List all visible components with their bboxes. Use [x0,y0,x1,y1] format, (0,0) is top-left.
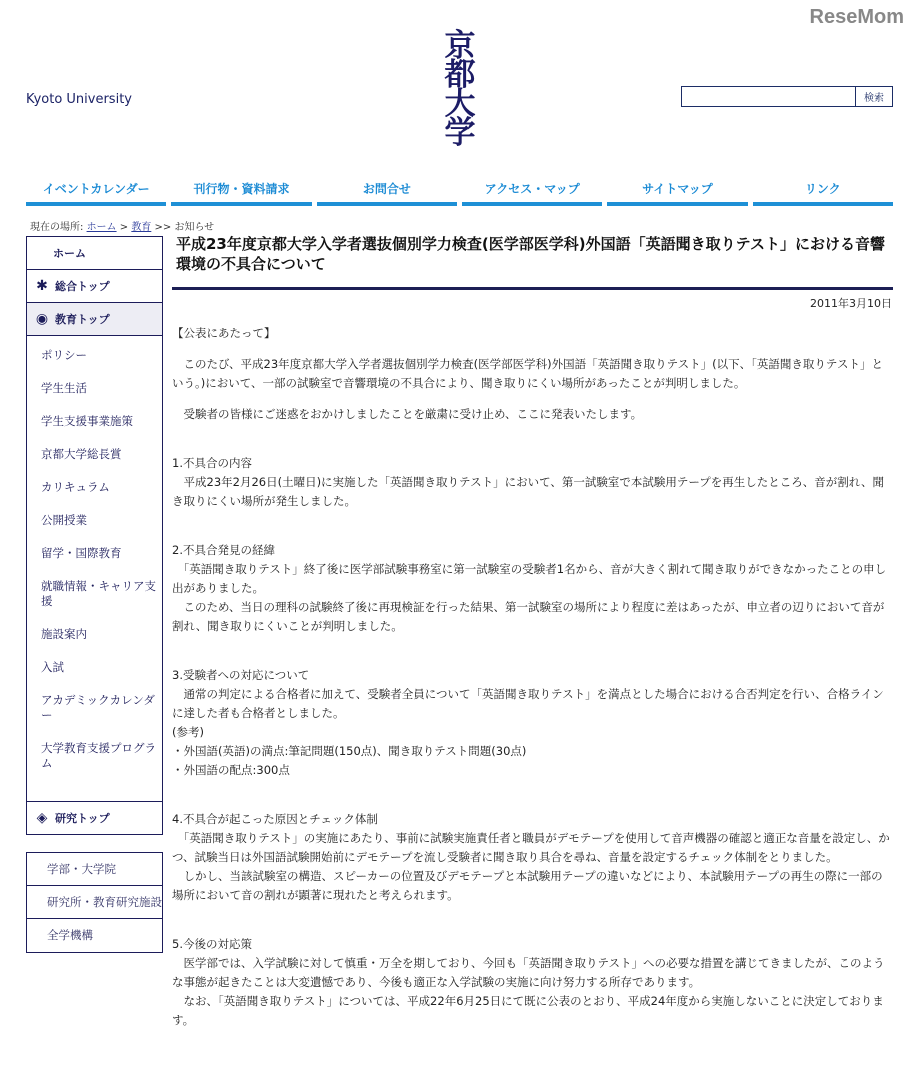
paragraph: (参考) [172,725,204,739]
paragraph: ・外国語(英語)の満点:筆記問題(150点)、聞き取りテスト問題(30点) [172,744,527,758]
paragraph: 「英語聞き取りテスト」終了後に医学部試験事務室に第一試験室の受験者1名から、音が大きく割れて聞き取りができなかったことの申し出がありました。 [172,562,887,595]
section-heading: 2.不具合発見の経緯 [172,543,275,557]
paragraph: 受験者の皆様にご迷惑をおかけしましたことを厳粛に受け止め、ここに発表いたします。 [172,407,643,421]
sidebar-item[interactable]: 京都大学総長賞 [41,447,122,461]
sidebar-item[interactable]: 学生生活 [41,381,87,395]
sidebar-research-top-label: 研究トップ [55,812,110,825]
intro-heading: 【公表にあたって】 [172,326,276,340]
sidebar-research-top[interactable] [27,801,162,834]
section-heading: 3.受験者への対応について [172,668,310,682]
sidebar-general-top-label: 総合トップ [55,280,110,293]
breadcrumb-separator: >> [154,222,172,233]
paragraph: しかし、当該試験室の構造、スピーカーの位置及びデモテープと本試験用テープの違いなどにより、本試験用テープの再生の際に一部の場所において音の割れが顕著に現れたと考えられます。 [172,869,883,902]
publish-date: 2011年3月10日 [810,297,892,310]
sidebar-link-institutes[interactable]: 研究所・教育研究施設 [27,886,162,919]
paragraph: 「英語聞き取りテスト」の実施にあたり、事前に試験実施責任者と職員がデモテープを使用して音声機器の確認と適正な音量を設定し、かつ、試験当日は外国語試験開始前にデモテープを流し受験者に聞き取り具合を尋ね、音量を設定するチェック体制をとりました。 [172,831,890,864]
paragraph: 通常の判定による合格者に加えて、受験者全員について「英語聞き取りテスト」を満点とした場合における合否判定を行い、合格ラインに達した者も合格者としました。 [172,687,884,720]
sidebar-education-top-label: 教育トップ [55,313,110,326]
section-heading: 4.不具合が起こった原因とチェック体制 [172,812,378,826]
sidebar-general-top[interactable] [27,270,162,303]
nav-access-map[interactable]: アクセス・マップ [462,180,602,206]
sidebar-item[interactable]: アカデミックカレンダー [41,693,155,722]
sidebar-item[interactable]: 就職情報・キャリア支援 [41,579,156,608]
global-nav [26,180,893,206]
sidebar-nav [26,236,163,835]
nav-sitemap[interactable]: サイトマップ [607,180,747,206]
asterisk-icon: ✱ [36,278,48,294]
page-title: 平成23年度京都大学入学者選抜個別学力検査(医学部医学科)外国語「英語聞き取りテスト」における音響環境の不具合について [176,235,885,273]
article-body [172,324,892,1030]
section-heading: 5.今後の対応策 [172,937,252,951]
sidebar-home[interactable] [27,237,162,270]
sidebar-item[interactable]: 学生支援事業施策 [41,414,133,428]
title-divider [172,287,893,290]
breadcrumb-current: お知らせ [174,222,215,233]
paragraph: このたび、平成23年度京都大学入学者選抜個別学力検査(医学部医学科)外国語「英語聞き取りテスト」(以下、「英語聞き取りテスト」という。)において、一部の試験室で音響環境の不具合により、聞き取りにくい場所があったことが判明しました。 [172,357,883,390]
target-circle-icon: ◉ [35,311,49,327]
nav-contact[interactable]: お問合せ [317,180,457,206]
paragraph: 医学部では、入学試験に対して慎重・万全を期しており、今回も「英語聞き取りテスト」への必要な措置を講じてきましたが、このような事態が起きたことは大変遺憾であり、今後も適正な入学試験の実施に向け努力する所存であります。 [172,956,885,989]
diamond-icon: ◈ [36,810,48,826]
breadcrumb-label: 現在の場所: [30,222,84,233]
breadcrumb-separator: > [119,222,129,233]
sidebar-link-organizations[interactable]: 全学機構 [47,928,93,942]
brand-name[interactable]: Kyoto University [26,92,132,107]
sidebar-item[interactable]: ポリシー [41,348,87,362]
search-button[interactable]: 検索 [855,87,892,106]
nav-event-calendar[interactable]: イベントカレンダー [26,180,166,206]
sidebar-home-label: ホーム [53,247,86,260]
sidebar-link-faculties[interactable]: 学部・大学院 [27,853,162,886]
search-input[interactable] [682,87,855,106]
university-logo[interactable]: 京都大学 [444,28,476,151]
sidebar-item[interactable]: 大学教育支援プログラム [41,741,156,770]
sidebar-item[interactable]: 入試 [41,660,64,674]
paragraph: 平成23年2月26日(土曜日)に実施した「英語聞き取りテスト」において、第一試験室で本試験用テープを再生したところ、音が割れ、聞き取りにくい場所が発生しました。 [172,475,884,508]
sidebar-item[interactable]: 施設案内 [41,627,87,641]
nav-links[interactable]: リンク [753,180,893,206]
nav-publications[interactable]: 刊行物・資料請求 [171,180,311,206]
paragraph: ・外国語の配点:300点 [172,763,290,777]
paragraph: なお、「英語聞き取りテスト」については、平成22年6月25日にて既に公表のとおり、平成24年度から実施しないことに決定しております。 [172,994,884,1027]
breadcrumb-education[interactable]: 教育 [131,222,152,233]
sidebar-links [26,852,163,953]
sidebar-item[interactable]: 留学・国際教育 [41,546,122,560]
sidebar-education-top[interactable] [27,303,162,336]
paragraph: このため、当日の理科の試験終了後に再現検証を行った結果、第一試験室の場所により程度に差はあったが、申立者の辺りにおいて音が割れ、聞き取りにくいことが判明しました。 [172,600,885,633]
search-form [681,86,893,107]
sidebar-item[interactable]: 公開授業 [41,513,87,527]
resemom-watermark: ReseMom [809,6,904,28]
sidebar-item[interactable]: カリキュラム [41,480,110,494]
section-heading: 1.不具合の内容 [172,456,252,470]
breadcrumb-home[interactable]: ホーム [86,222,117,233]
sidebar-education-list [27,336,162,801]
breadcrumb [30,218,214,233]
